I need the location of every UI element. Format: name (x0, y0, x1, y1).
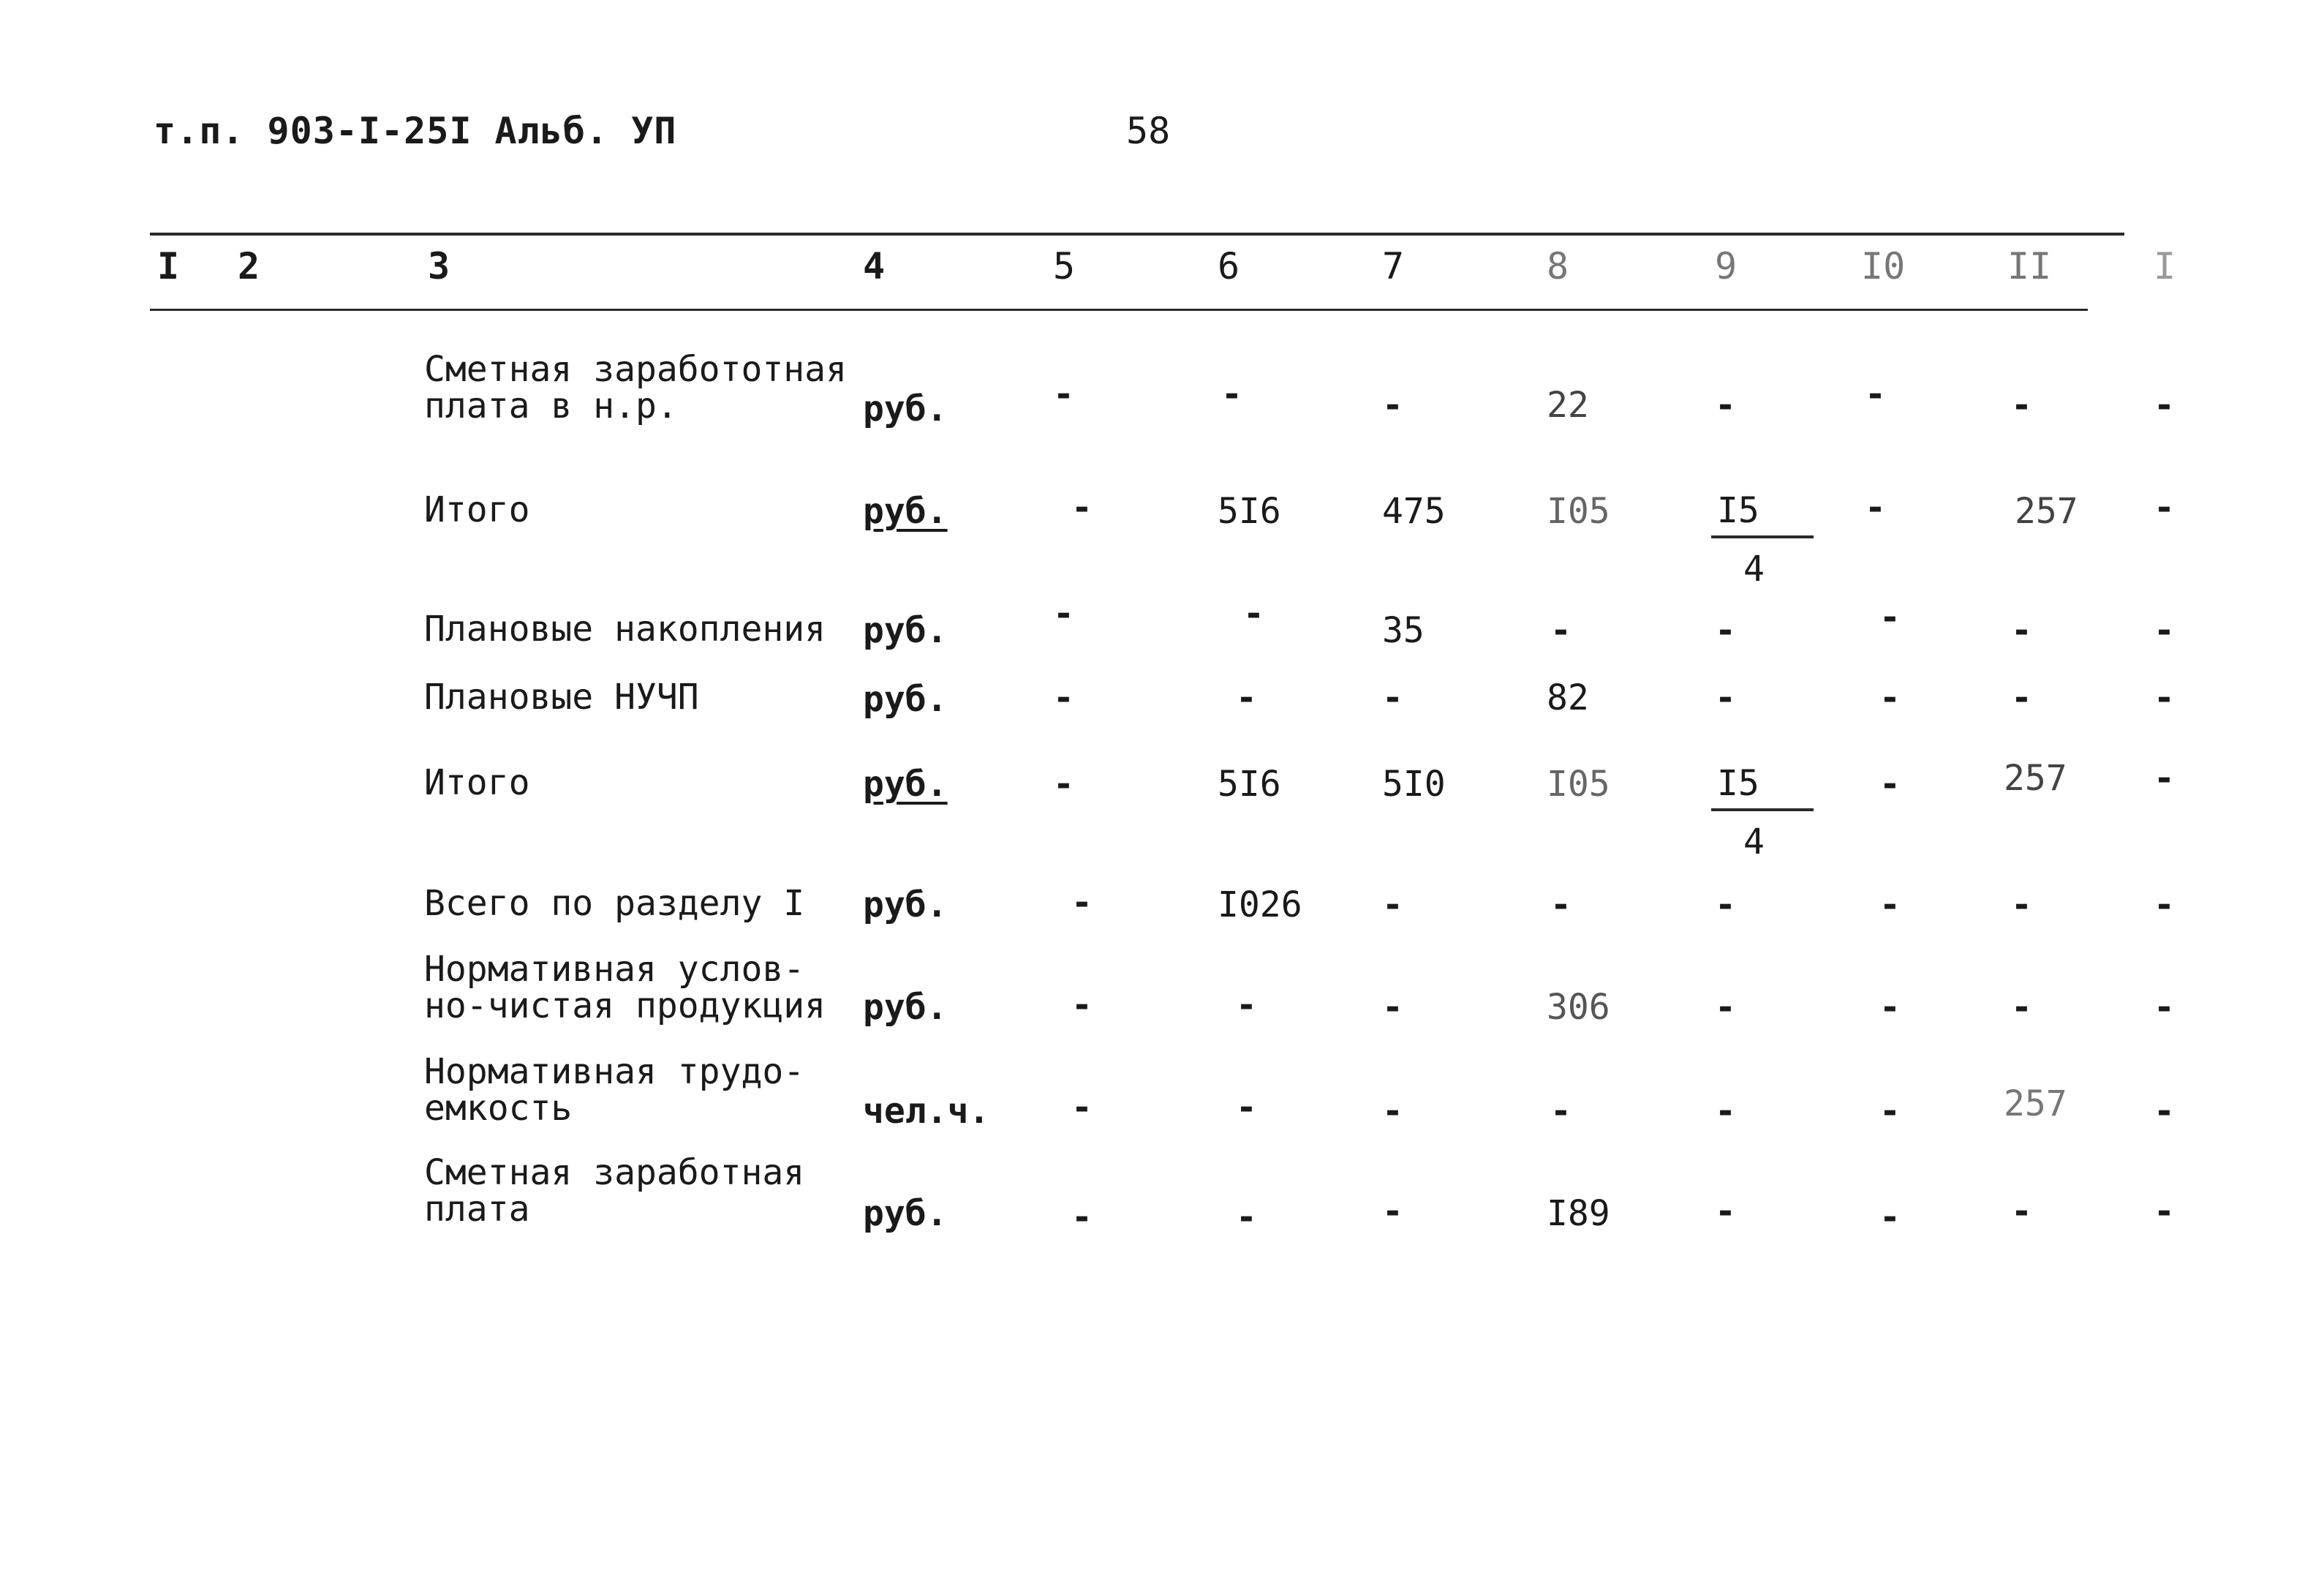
row-label: Итого (424, 762, 530, 803)
cell-col8: I89 (1547, 1193, 1610, 1234)
cell-col7: 35 (1382, 610, 1425, 651)
column-header-2: 2 (238, 245, 260, 287)
cell-col6: I026 (1218, 884, 1302, 925)
cell-col7: 475 (1382, 491, 1446, 532)
cell-col5: - (1071, 882, 1093, 923)
cell-col8: - (1550, 1091, 1572, 1132)
cell-col6: - (1243, 593, 1264, 634)
cell-col12: - (2154, 1091, 2175, 1132)
table-top-rule (150, 233, 2124, 236)
cell-col9-fraction (1711, 490, 1814, 590)
cell-col9: - (1715, 1191, 1736, 1232)
fraction-denominator: 4 (1743, 821, 1765, 862)
cell-col12: - (2154, 385, 2175, 426)
cell-col5: - (1053, 677, 1074, 718)
cell-col5: - (1071, 1087, 1093, 1128)
cell-col9: - (1715, 987, 1736, 1028)
cell-col11: 257 (2004, 758, 2067, 799)
cell-col8: I05 (1547, 491, 1610, 532)
column-header-3: 3 (428, 245, 450, 287)
cell-col7: - (1382, 987, 1403, 1028)
cell-col5: - (1071, 985, 1093, 1026)
cell-col12: - (2154, 884, 2175, 925)
cell-col6: - (1236, 677, 1257, 718)
row-label: Плановые НУЧП (424, 677, 699, 718)
row-label: Всего по разделу I (424, 883, 805, 924)
column-header-9: 9 (1715, 245, 1738, 287)
cell-col12: - (2154, 758, 2175, 799)
column-header-10: I0 (1861, 245, 1906, 287)
cell-col6: - (1236, 1197, 1257, 1238)
cell-col9: - (1715, 1091, 1736, 1132)
cell-col11: - (2011, 385, 2032, 426)
cell-col12: - (2154, 487, 2175, 528)
column-header-6: 6 (1218, 245, 1240, 287)
cell-col5: - (1053, 764, 1074, 805)
column-header-7: 7 (1382, 245, 1405, 287)
row-unit: руб. (863, 884, 948, 925)
page-number: 58 (1126, 110, 1171, 152)
cell-col9-fraction (1711, 763, 1814, 862)
cell-col11: - (2011, 884, 2032, 925)
cell-col12: - (2154, 987, 2175, 1028)
cell-col6: 5I6 (1218, 491, 1281, 532)
document-reference: т.п. 903-I-25I Альб. УП (154, 110, 677, 152)
cell-col10: - (1879, 597, 1901, 638)
column-header-5: 5 (1053, 245, 1076, 287)
cell-col11: 257 (2015, 491, 2078, 532)
cell-col8: 82 (1547, 677, 1589, 718)
cell-col8: - (1550, 610, 1572, 651)
row-label: Итого (424, 489, 530, 530)
cell-col12: - (2154, 677, 2175, 718)
row-unit: руб. (863, 679, 948, 720)
cell-col10: - (1879, 1091, 1901, 1132)
column-header-12: I (2154, 245, 2176, 287)
cell-col7: - (1382, 1091, 1403, 1132)
cell-col5: - (1053, 374, 1074, 415)
cell-col11: 257 (2004, 1083, 2067, 1124)
cell-col8: 306 (1547, 987, 1610, 1028)
cell-col10: - (1879, 677, 1901, 718)
cell-col6: - (1236, 985, 1257, 1026)
cell-col9: - (1715, 385, 1736, 426)
cell-col8: - (1550, 884, 1572, 925)
row-unit: руб. (863, 1193, 948, 1234)
fraction-denominator: 4 (1743, 549, 1765, 590)
cell-col6: 5I6 (1218, 764, 1281, 805)
cell-col6: - (1221, 374, 1242, 415)
cell-col9: - (1715, 884, 1736, 925)
row-unit: чел.ч. (863, 1091, 990, 1132)
table-header-rule (150, 309, 2088, 311)
fraction-numerator: I5 (1711, 763, 1814, 811)
cell-col10: - (1879, 1197, 1901, 1238)
column-header-8: 8 (1547, 245, 1569, 287)
cell-col9: - (1715, 677, 1736, 718)
cell-col11: - (2011, 677, 2032, 718)
cell-col11: - (2011, 610, 2032, 651)
cell-col10: - (1865, 487, 1886, 528)
row-unit: руб. (863, 764, 948, 805)
cell-col5: - (1071, 487, 1093, 528)
cell-col8: 22 (1547, 385, 1589, 426)
cell-col7: - (1382, 385, 1403, 426)
column-header-11: II (2007, 245, 2052, 287)
row-label: Сметная заработотная плата в н.р. (424, 349, 847, 426)
row-unit: руб. (863, 491, 948, 532)
row-unit: руб. (863, 610, 948, 651)
cell-col6: - (1236, 1087, 1257, 1128)
cell-col12: - (2154, 610, 2175, 651)
cell-col12: - (2154, 1191, 2175, 1232)
row-unit: руб. (863, 388, 948, 429)
cell-col7: 5I0 (1382, 764, 1446, 805)
column-header-1: I (157, 245, 180, 287)
cell-col5: - (1053, 593, 1074, 634)
cell-col7: - (1382, 677, 1403, 718)
cell-col11: - (2011, 1191, 2032, 1232)
cell-col10: - (1879, 764, 1901, 805)
cell-col10: - (1879, 987, 1901, 1028)
cell-col5: - (1071, 1197, 1093, 1238)
row-label: Сметная заработная плата (424, 1152, 805, 1230)
cell-col7: - (1382, 884, 1403, 925)
fraction-numerator: I5 (1711, 490, 1814, 538)
cell-col10: - (1865, 374, 1886, 415)
cell-col8: I05 (1547, 764, 1610, 805)
cell-col9: - (1715, 610, 1736, 651)
cell-col7: - (1382, 1191, 1403, 1232)
cell-col11: - (2011, 987, 2032, 1028)
row-label: Нормативная услов- но-чистая продукция (424, 949, 826, 1026)
column-header-4: 4 (863, 245, 886, 287)
row-unit: руб. (863, 987, 948, 1028)
row-label: Плановые накопления (424, 609, 826, 650)
row-label: Нормативная трудо- емкость (424, 1051, 805, 1129)
cell-col10: - (1879, 884, 1901, 925)
